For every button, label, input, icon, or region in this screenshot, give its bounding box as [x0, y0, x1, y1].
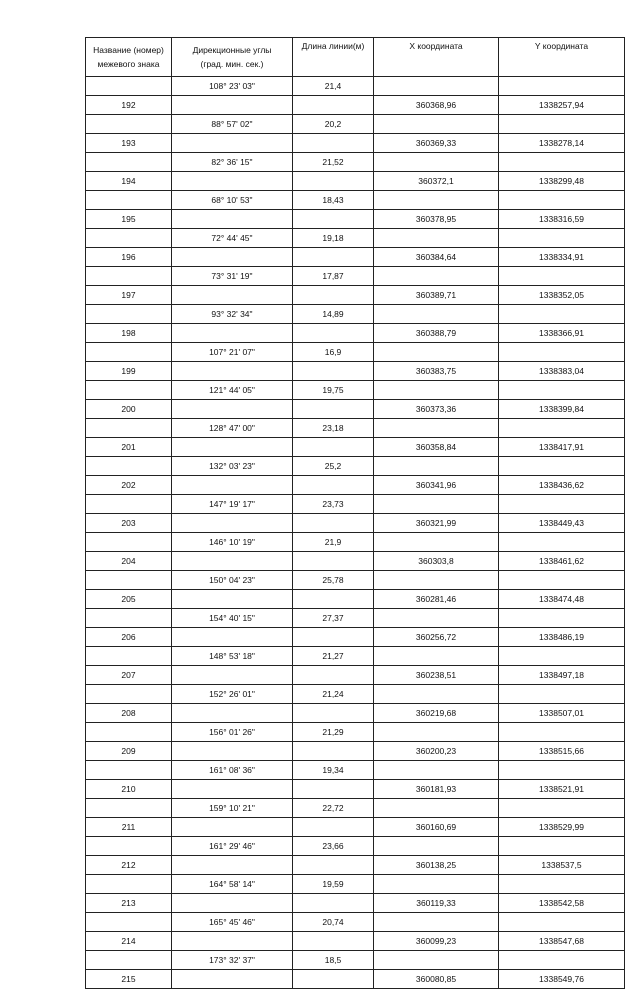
point-name: 201 [86, 438, 172, 457]
header-line-length: Длина линии(м) [293, 38, 374, 77]
segment-row [86, 951, 625, 970]
empty-cell [499, 723, 625, 742]
empty-cell [172, 400, 293, 419]
empty-cell [172, 742, 293, 761]
y-coordinate: 1338515,66 [499, 742, 625, 761]
segment-row [86, 799, 625, 818]
segment-angle: 73° 31' 19" [172, 267, 293, 286]
empty-cell [499, 495, 625, 514]
segment-row [86, 191, 625, 210]
empty-cell [293, 590, 374, 609]
segment-angle: 128° 47' 00" [172, 419, 293, 438]
y-coordinate: 1338383,04 [499, 362, 625, 381]
empty-cell [374, 115, 499, 134]
empty-cell [499, 571, 625, 590]
empty-cell [499, 115, 625, 134]
empty-cell [172, 666, 293, 685]
point-row [86, 286, 625, 305]
segment-row [86, 875, 625, 894]
x-coordinate: 360303,8 [374, 552, 499, 571]
segment-length: 19,75 [293, 381, 374, 400]
empty-cell [172, 476, 293, 495]
empty-cell [499, 305, 625, 324]
empty-cell [86, 381, 172, 400]
empty-cell [374, 381, 499, 400]
segment-row [86, 457, 625, 476]
point-name: 205 [86, 590, 172, 609]
segment-length: 19,59 [293, 875, 374, 894]
empty-cell [374, 837, 499, 856]
point-name: 215 [86, 970, 172, 989]
segment-row [86, 571, 625, 590]
segment-angle: 121° 44' 05" [172, 381, 293, 400]
empty-cell [172, 362, 293, 381]
empty-cell [293, 780, 374, 799]
empty-cell [86, 267, 172, 286]
segment-angle: 148° 53' 18" [172, 647, 293, 666]
segment-angle: 72° 44' 45" [172, 229, 293, 248]
segment-angle: 159° 10' 21" [172, 799, 293, 818]
segment-angle: 152° 26' 01" [172, 685, 293, 704]
point-row [86, 932, 625, 951]
empty-cell [374, 495, 499, 514]
empty-cell [86, 609, 172, 628]
point-name: 209 [86, 742, 172, 761]
segment-row [86, 533, 625, 552]
empty-cell [293, 818, 374, 837]
point-row [86, 476, 625, 495]
point-row [86, 704, 625, 723]
point-name: 197 [86, 286, 172, 305]
empty-cell [499, 457, 625, 476]
y-coordinate: 1338486,19 [499, 628, 625, 647]
empty-cell [293, 894, 374, 913]
empty-cell [374, 647, 499, 666]
empty-cell [172, 286, 293, 305]
header-y-coordinate: Y координата [499, 38, 625, 77]
coordinates-sheet [85, 37, 624, 989]
point-row [86, 856, 625, 875]
point-name: 192 [86, 96, 172, 115]
empty-cell [293, 970, 374, 989]
x-coordinate: 360389,71 [374, 286, 499, 305]
point-name: 207 [86, 666, 172, 685]
empty-cell [374, 761, 499, 780]
segment-row [86, 723, 625, 742]
empty-cell [374, 799, 499, 818]
point-row [86, 248, 625, 267]
point-row [86, 590, 625, 609]
x-coordinate: 360384,64 [374, 248, 499, 267]
segment-row [86, 229, 625, 248]
segment-length: 22,72 [293, 799, 374, 818]
point-name: 206 [86, 628, 172, 647]
segment-length: 27,37 [293, 609, 374, 628]
x-coordinate: 360341,96 [374, 476, 499, 495]
segment-angle: 150° 04' 23" [172, 571, 293, 590]
x-coordinate: 360219,68 [374, 704, 499, 723]
empty-cell [374, 305, 499, 324]
segment-angle: 173° 32' 37" [172, 951, 293, 970]
segment-row [86, 115, 625, 134]
empty-cell [374, 343, 499, 362]
segment-length: 25,2 [293, 457, 374, 476]
segment-angle: 93° 32' 34" [172, 305, 293, 324]
point-row [86, 894, 625, 913]
empty-cell [86, 913, 172, 932]
x-coordinate: 360138,25 [374, 856, 499, 875]
empty-cell [499, 761, 625, 780]
empty-cell [293, 438, 374, 457]
empty-cell [172, 970, 293, 989]
x-coordinate: 360256,72 [374, 628, 499, 647]
empty-cell [293, 704, 374, 723]
empty-cell [499, 951, 625, 970]
x-coordinate: 360373,36 [374, 400, 499, 419]
empty-cell [293, 324, 374, 343]
y-coordinate: 1338521,91 [499, 780, 625, 799]
empty-cell [499, 685, 625, 704]
point-row [86, 818, 625, 837]
empty-cell [172, 894, 293, 913]
empty-cell [86, 495, 172, 514]
segment-row [86, 381, 625, 400]
y-coordinate: 1338436,62 [499, 476, 625, 495]
segment-row [86, 419, 625, 438]
empty-cell [86, 115, 172, 134]
empty-cell [374, 191, 499, 210]
empty-cell [293, 210, 374, 229]
empty-cell [172, 856, 293, 875]
segment-angle: 108° 23' 03" [172, 77, 293, 96]
point-name: 193 [86, 134, 172, 153]
point-row [86, 324, 625, 343]
segment-length: 20,74 [293, 913, 374, 932]
point-name: 199 [86, 362, 172, 381]
point-name: 194 [86, 172, 172, 191]
empty-cell [172, 590, 293, 609]
segment-length: 16,9 [293, 343, 374, 362]
header-point-name: Название (номер) межевого знака [86, 38, 172, 77]
empty-cell [374, 533, 499, 552]
segment-row [86, 761, 625, 780]
point-name: 211 [86, 818, 172, 837]
segment-angle: 107° 21' 07" [172, 343, 293, 362]
point-row [86, 172, 625, 191]
segment-angle: 147° 19' 17" [172, 495, 293, 514]
segment-angle: 165° 45' 46" [172, 913, 293, 932]
x-coordinate: 360119,33 [374, 894, 499, 913]
empty-cell [172, 134, 293, 153]
empty-cell [172, 780, 293, 799]
segment-length: 19,18 [293, 229, 374, 248]
empty-cell [86, 457, 172, 476]
point-row [86, 666, 625, 685]
empty-cell [374, 609, 499, 628]
point-row [86, 780, 625, 799]
y-coordinate: 1338461,62 [499, 552, 625, 571]
point-name: 214 [86, 932, 172, 951]
empty-cell [86, 951, 172, 970]
empty-cell [172, 324, 293, 343]
empty-cell [499, 381, 625, 400]
x-coordinate: 360160,69 [374, 818, 499, 837]
y-coordinate: 1338316,59 [499, 210, 625, 229]
segment-angle: 82° 36' 15" [172, 153, 293, 172]
empty-cell [293, 248, 374, 267]
empty-cell [86, 77, 172, 96]
empty-cell [374, 951, 499, 970]
segment-row [86, 343, 625, 362]
y-coordinate: 1338474,48 [499, 590, 625, 609]
empty-cell [499, 191, 625, 210]
empty-cell [293, 286, 374, 305]
point-name: 202 [86, 476, 172, 495]
table-header-row [86, 38, 625, 77]
empty-cell [86, 723, 172, 742]
segment-length: 20,2 [293, 115, 374, 134]
empty-cell [172, 932, 293, 951]
y-coordinate: 1338257,94 [499, 96, 625, 115]
empty-cell [293, 476, 374, 495]
y-coordinate: 1338547,68 [499, 932, 625, 951]
point-row [86, 210, 625, 229]
segment-length: 17,87 [293, 267, 374, 286]
point-row [86, 628, 625, 647]
segment-angle: 132° 03' 23" [172, 457, 293, 476]
empty-cell [374, 571, 499, 590]
x-coordinate: 360388,79 [374, 324, 499, 343]
x-coordinate: 360383,75 [374, 362, 499, 381]
empty-cell [374, 913, 499, 932]
x-coordinate: 360099,23 [374, 932, 499, 951]
segment-length: 25,78 [293, 571, 374, 590]
segment-angle: 88° 57' 02" [172, 115, 293, 134]
segment-row [86, 77, 625, 96]
y-coordinate: 1338334,91 [499, 248, 625, 267]
segment-row [86, 685, 625, 704]
empty-cell [172, 552, 293, 571]
segment-length: 21,29 [293, 723, 374, 742]
segment-angle: 161° 29' 46" [172, 837, 293, 856]
x-coordinate: 360321,99 [374, 514, 499, 533]
empty-cell [86, 533, 172, 552]
empty-cell [374, 685, 499, 704]
segment-row [86, 495, 625, 514]
empty-cell [293, 742, 374, 761]
y-coordinate: 1338542,58 [499, 894, 625, 913]
point-row [86, 514, 625, 533]
segment-length: 21,24 [293, 685, 374, 704]
segment-row [86, 647, 625, 666]
point-row [86, 134, 625, 153]
segment-angle: 161° 08' 36" [172, 761, 293, 780]
x-coordinate: 360181,93 [374, 780, 499, 799]
empty-cell [172, 172, 293, 191]
point-name: 204 [86, 552, 172, 571]
empty-cell [499, 267, 625, 286]
segment-length: 14,89 [293, 305, 374, 324]
segment-angle: 164° 58' 14" [172, 875, 293, 894]
point-name: 195 [86, 210, 172, 229]
segment-row [86, 913, 625, 932]
segment-length: 23,73 [293, 495, 374, 514]
segment-length: 23,66 [293, 837, 374, 856]
point-name: 210 [86, 780, 172, 799]
empty-cell [293, 856, 374, 875]
segment-length: 21,9 [293, 533, 374, 552]
segment-length: 21,52 [293, 153, 374, 172]
empty-cell [499, 799, 625, 818]
segment-row [86, 609, 625, 628]
empty-cell [499, 229, 625, 248]
y-coordinate: 1338299,48 [499, 172, 625, 191]
empty-cell [172, 628, 293, 647]
point-name: 208 [86, 704, 172, 723]
empty-cell [86, 647, 172, 666]
empty-cell [499, 343, 625, 362]
segment-row [86, 267, 625, 286]
empty-cell [86, 685, 172, 704]
point-name: 213 [86, 894, 172, 913]
point-name: 203 [86, 514, 172, 533]
empty-cell [374, 267, 499, 286]
empty-cell [499, 875, 625, 894]
empty-cell [86, 305, 172, 324]
empty-cell [499, 609, 625, 628]
segment-angle: 68° 10' 53" [172, 191, 293, 210]
empty-cell [172, 248, 293, 267]
empty-cell [172, 704, 293, 723]
empty-cell [374, 77, 499, 96]
point-row [86, 362, 625, 381]
empty-cell [86, 571, 172, 590]
empty-cell [499, 77, 625, 96]
point-row [86, 438, 625, 457]
segment-length: 18,43 [293, 191, 374, 210]
empty-cell [86, 343, 172, 362]
segment-row [86, 153, 625, 172]
segment-row [86, 305, 625, 324]
empty-cell [374, 875, 499, 894]
y-coordinate: 1338417,91 [499, 438, 625, 457]
empty-cell [172, 514, 293, 533]
empty-cell [172, 438, 293, 457]
segment-length: 21,4 [293, 77, 374, 96]
y-coordinate: 1338449,43 [499, 514, 625, 533]
empty-cell [293, 400, 374, 419]
empty-cell [293, 628, 374, 647]
empty-cell [499, 153, 625, 172]
point-row [86, 96, 625, 115]
segment-angle: 156° 01' 26" [172, 723, 293, 742]
point-name: 198 [86, 324, 172, 343]
point-row [86, 552, 625, 571]
segment-length: 18,5 [293, 951, 374, 970]
empty-cell [374, 419, 499, 438]
segment-length: 21,27 [293, 647, 374, 666]
empty-cell [172, 96, 293, 115]
x-coordinate: 360080,85 [374, 970, 499, 989]
x-coordinate: 360368,96 [374, 96, 499, 115]
empty-cell [374, 153, 499, 172]
coordinates-table [85, 37, 625, 989]
point-name: 212 [86, 856, 172, 875]
empty-cell [293, 932, 374, 951]
x-coordinate: 360372,1 [374, 172, 499, 191]
point-name: 196 [86, 248, 172, 267]
y-coordinate: 1338537,5 [499, 856, 625, 875]
empty-cell [499, 533, 625, 552]
empty-cell [86, 229, 172, 248]
empty-cell [86, 191, 172, 210]
empty-cell [86, 837, 172, 856]
empty-cell [374, 229, 499, 248]
segment-length: 19,34 [293, 761, 374, 780]
y-coordinate: 1338507,01 [499, 704, 625, 723]
empty-cell [293, 362, 374, 381]
segment-row [86, 837, 625, 856]
segment-angle: 154° 40' 15" [172, 609, 293, 628]
empty-cell [499, 647, 625, 666]
x-coordinate: 360369,33 [374, 134, 499, 153]
empty-cell [172, 210, 293, 229]
empty-cell [499, 837, 625, 856]
empty-cell [293, 96, 374, 115]
y-coordinate: 1338399,84 [499, 400, 625, 419]
header-x-coordinate: X координата [374, 38, 499, 77]
empty-cell [293, 552, 374, 571]
y-coordinate: 1338497,18 [499, 666, 625, 685]
empty-cell [86, 875, 172, 894]
empty-cell [374, 723, 499, 742]
empty-cell [86, 153, 172, 172]
x-coordinate: 360238,51 [374, 666, 499, 685]
point-row [86, 742, 625, 761]
empty-cell [374, 457, 499, 476]
empty-cell [86, 799, 172, 818]
empty-cell [86, 761, 172, 780]
empty-cell [293, 514, 374, 533]
segment-angle: 146° 10' 19" [172, 533, 293, 552]
x-coordinate: 360358,84 [374, 438, 499, 457]
y-coordinate: 1338549,76 [499, 970, 625, 989]
x-coordinate: 360378,95 [374, 210, 499, 229]
empty-cell [293, 666, 374, 685]
segment-length: 23,18 [293, 419, 374, 438]
empty-cell [86, 419, 172, 438]
point-row [86, 970, 625, 989]
y-coordinate: 1338366,91 [499, 324, 625, 343]
empty-cell [172, 818, 293, 837]
x-coordinate: 360281,46 [374, 590, 499, 609]
empty-cell [499, 913, 625, 932]
header-directional-angle: Дирекционные углы (град. мин. сек.) [172, 38, 293, 77]
empty-cell [293, 172, 374, 191]
point-row [86, 400, 625, 419]
x-coordinate: 360200,23 [374, 742, 499, 761]
empty-cell [293, 134, 374, 153]
empty-cell [499, 419, 625, 438]
point-name: 200 [86, 400, 172, 419]
y-coordinate: 1338529,99 [499, 818, 625, 837]
y-coordinate: 1338352,05 [499, 286, 625, 305]
y-coordinate: 1338278,14 [499, 134, 625, 153]
table-body [86, 77, 625, 989]
